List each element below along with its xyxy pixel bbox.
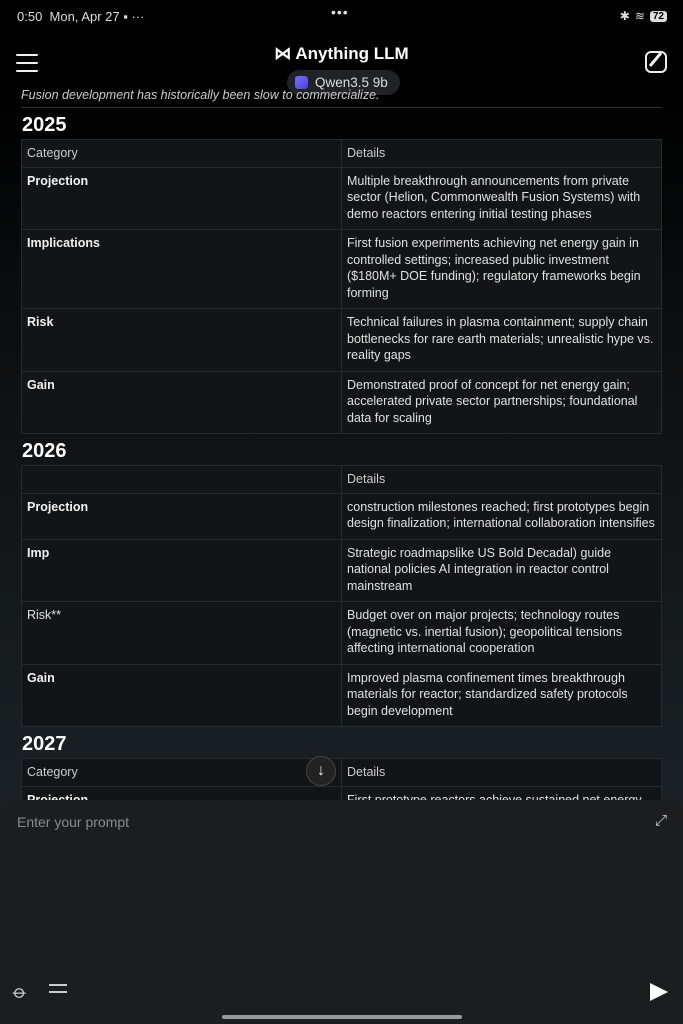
send-icon[interactable] [650,983,668,1001]
header-category [22,466,342,494]
table-row [22,493,662,539]
status-bar [0,0,683,32]
row-category: Projection [22,167,342,230]
year-heading: 2026 [22,440,67,462]
scroll-down-button[interactable]: ↓ [306,756,336,786]
table-row [22,602,662,665]
intro-text: Fusion development has historically been slow to commercialize. [21,88,662,108]
table-row [22,230,662,309]
table-row [22,664,662,727]
row-detail: Improved plasma confinement times breakthrough materials for reactor; standardized safety protocols begin development [342,664,662,727]
wifi-icon: ≋ [634,9,645,23]
header-category: Category [22,759,342,787]
row-category: Gain [22,371,342,434]
header-category: Category [22,140,342,168]
year-heading: 2025 [22,114,67,136]
prompt-input[interactable]: Enter your prompt [17,814,130,830]
table-row [22,309,662,372]
row-detail: First fusion experiments achieving net energy gain in controlled settings; increased public investment ($180M+ DOE funding); regulatory frameworks begin forming [342,230,662,309]
battery-icon: 72 [650,11,667,22]
row-category: Risk** [22,602,342,665]
row-category: Imp [22,539,342,602]
row-category: Gain [22,664,342,727]
bluetooth-icon: ✱ [619,9,630,23]
composer [0,800,683,1024]
multitask-dots[interactable]: ••• [331,4,349,20]
logo-icon: ⋈ [274,44,296,63]
home-indicator [222,1015,462,1019]
table-row [22,539,662,602]
row-category: Implications [22,230,342,309]
header-details: Details [342,466,662,494]
attach-icon[interactable]: ⌀ [8,981,32,1004]
status-time: 0:50 Mon, Apr 27 ▪ ··· [17,9,145,24]
row-detail: Demonstrated proof of concept for net energy gain; accelerated private sector partnerships; foundational data for scaling [342,371,662,434]
expand-icon[interactable]: ⤢ [654,812,667,829]
row-detail: Technical failures in plasma containment; supply chain bottlenecks for rare earth materials; unrealistic hype vs. reality gaps [342,309,662,372]
row-category: Risk [22,309,342,372]
table-row [22,167,662,230]
header-details: Details [342,759,662,787]
year-heading: 2027 [22,733,67,755]
settings-sliders-icon[interactable] [49,984,67,998]
row-detail: Budget over on major projects; technology routes (magnetic vs. inertial fusion); geopolitical tensions affecting international cooperation [342,602,662,665]
row-category: Projection [22,493,342,539]
row-detail: construction milestones reached; first prototypes begin design finalization; international collaboration intensifies [342,493,662,539]
chat-content[interactable] [0,88,683,800]
row-detail: Strategic roadmapslike US Bold Decadal) guide national policies AI integration in reactor control mainstream [342,539,662,602]
new-chat-icon[interactable] [645,51,667,73]
model-name: Qwen3.5 9b [315,75,388,90]
projection-table [21,465,662,727]
row-detail: Multiple breakthrough announcements from private sector (Helion, Commonwealth Fusion Systems) with demo reactors entering initial testing phases [342,167,662,230]
table-row [22,371,662,434]
projection-table [21,139,662,434]
table-header [22,759,662,787]
table-header [22,140,662,168]
app-title: ⋈ Anything LLM [274,44,409,63]
header-details: Details [342,140,662,168]
table-header [22,466,662,494]
